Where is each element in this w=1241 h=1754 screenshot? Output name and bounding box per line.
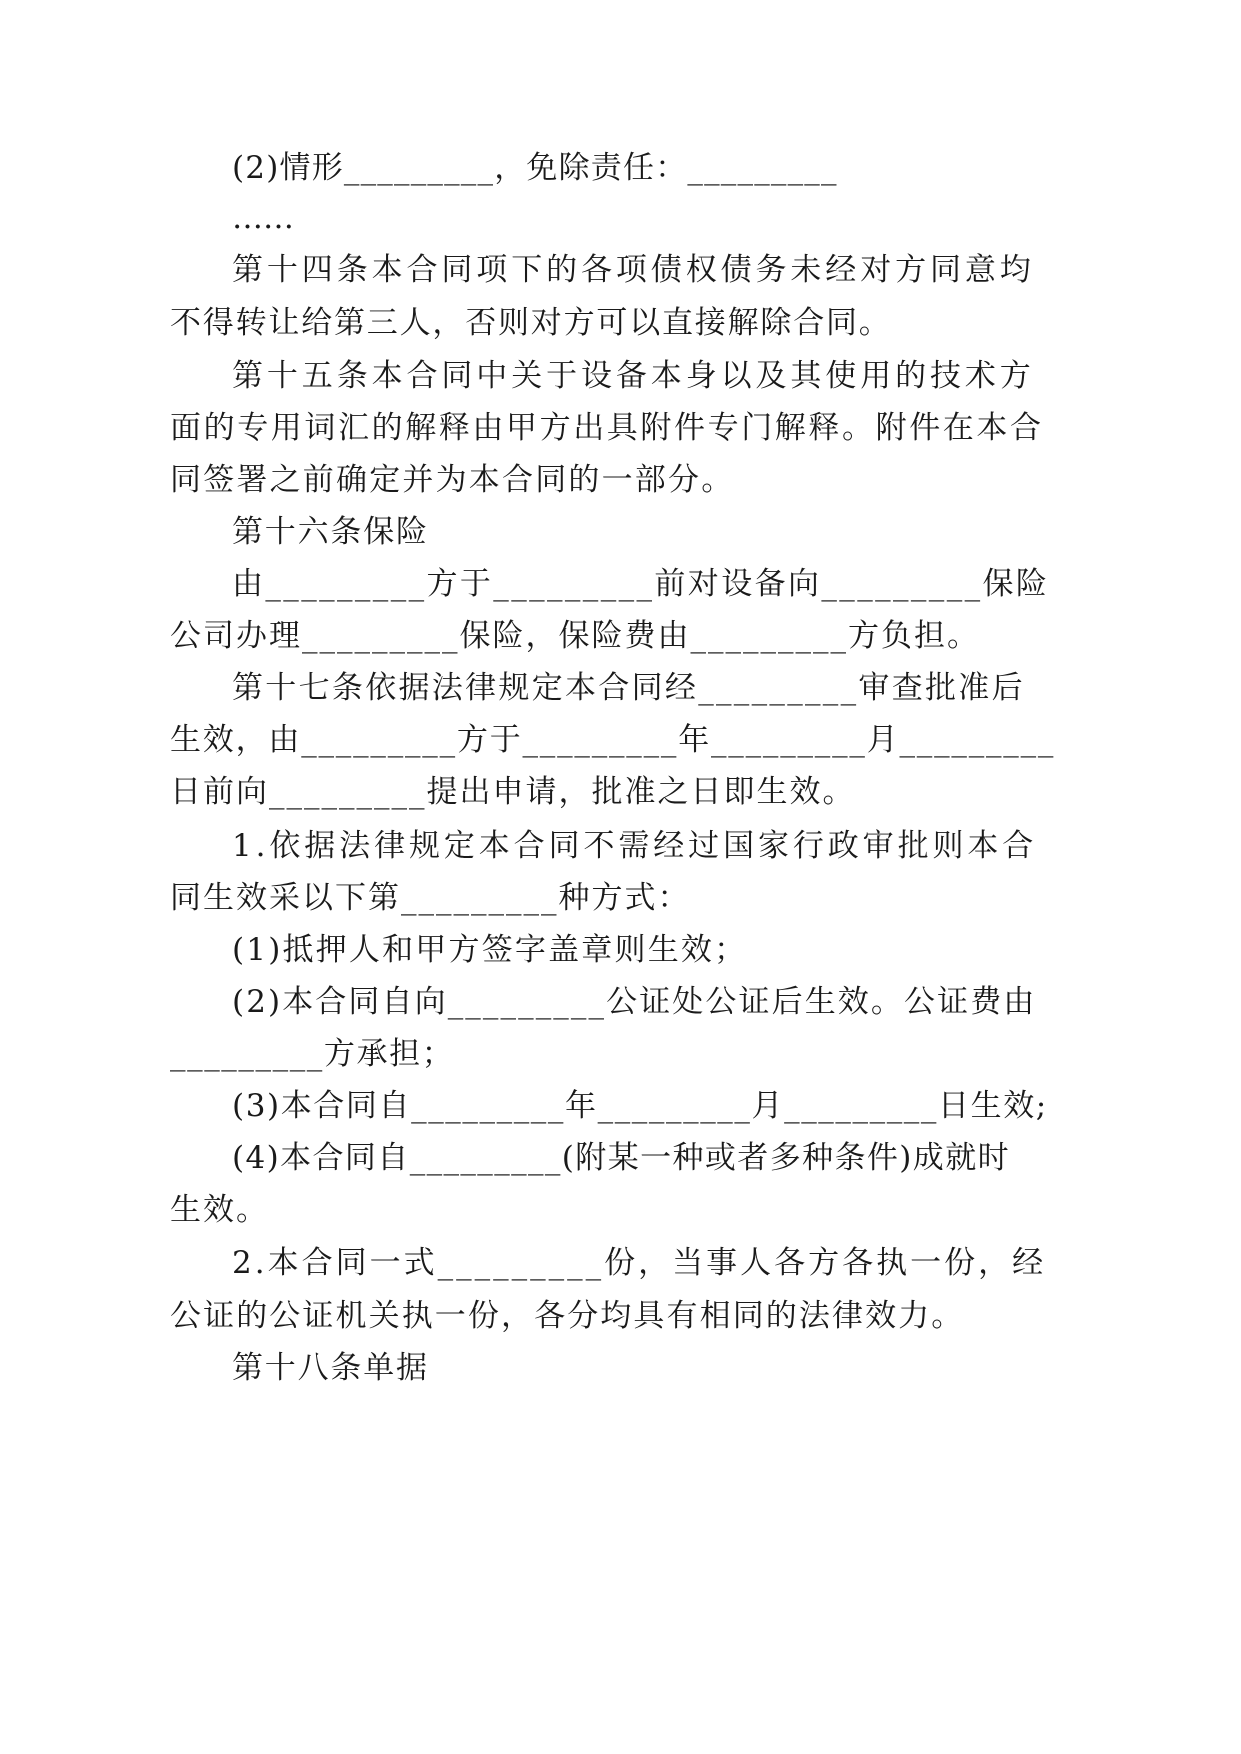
text-line: 不得转让给第三人，否则对方可以直接解除合同。 — [170, 305, 892, 341]
text-line: (1)抵押人和甲方签字盖章则生效； — [232, 932, 748, 968]
text-line: 面的专用词汇的解释由甲方出具附件专门解释。附件在本合 — [170, 410, 1044, 446]
text-line: (2)本合同自向_________公证处公证后生效。公证费由 — [232, 984, 1037, 1020]
text-line: (4)本合同自_________(附某一种或者多种条件)成就时 — [232, 1140, 1010, 1176]
text-line: _________方承担； — [170, 1036, 455, 1072]
text-line: 日前向_________提出申请，批准之日即生效。 — [170, 774, 856, 810]
text-line: …… — [232, 200, 294, 236]
text-line: 由_________方于_________前对设备向_________保险 — [232, 566, 1050, 602]
text-line: 公司办理_________保险，保险费由_________方负担。 — [170, 618, 980, 654]
text-line: 生效，由_________方于_________年_________月_________ — [170, 722, 1056, 758]
text-line: 公证的公证机关执一份，各分均具有相同的法律效力。 — [170, 1298, 965, 1334]
text-line: 第十七条依据法律规定本合同经_________审查批准后 — [232, 670, 1025, 706]
section-heading: 第十八条单据 — [232, 1350, 429, 1386]
text-line: (2)情形_________，免除责任：_________ — [232, 150, 838, 186]
text-line: 1.依据法律规定本合同不需经过国家行政审批则本合 — [232, 828, 1038, 864]
text-line: 同签署之前确定并为本合同的一部分。 — [170, 462, 735, 498]
text-line: 生效。 — [170, 1192, 269, 1228]
text-line: (3)本合同自_________年_________月_________日生效; — [232, 1088, 1048, 1124]
text-line: 同生效采以下第_________种方式： — [170, 880, 691, 916]
text-line: 第十五条本合同中关于设备本身以及其使用的技术方 — [232, 358, 1035, 394]
text-line: 2.本合同一式_________份，当事人各方各执一份，经 — [232, 1245, 1047, 1281]
section-heading: 第十六条保险 — [232, 514, 429, 550]
text-line: 第十四条本合同项下的各项债权债务未经对方同意均 — [232, 252, 1035, 288]
